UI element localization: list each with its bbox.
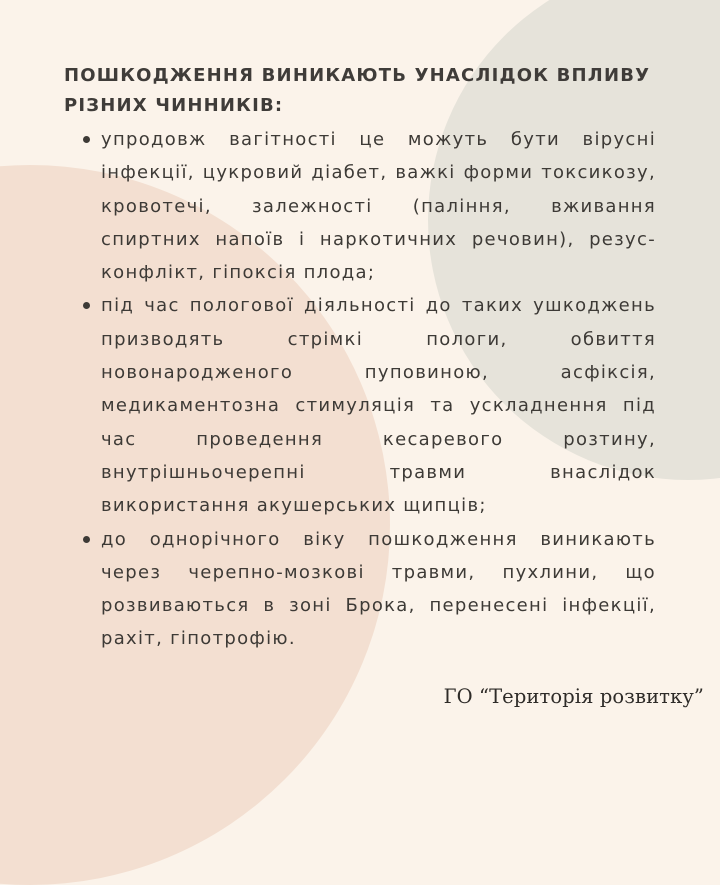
bullet-list bbox=[64, 123, 656, 656]
list-item-text: до однорічного віку пошкодження виникають через черепно-мозкові травми, пухлини, що розвиваються в зоні Брока, перенесені інфекції, рахіт, гіпотрофію. bbox=[101, 528, 656, 650]
list-item bbox=[64, 523, 656, 656]
bullet-dot-icon bbox=[83, 136, 90, 143]
list-item bbox=[64, 289, 656, 522]
list-item-text: під час пологової діяльності до таких ушкоджень призводять стрімкі пологи, обвиття новонародженого пуповиною, асфіксія, медикаментозна стимуляція та ускладнення під час проведення кесаревого розтину, внутрішньочерепні травми внаслідок використання акушерських щипців; bbox=[101, 295, 656, 517]
list-item bbox=[64, 123, 656, 289]
main-content bbox=[64, 61, 656, 656]
page-title: ПОШКОДЖЕННЯ ВИНИКАЮТЬ УНАСЛІДОК ВПЛИВУ РІЗНИХ ЧИННИКІВ: bbox=[64, 65, 651, 116]
bullet-dot-icon bbox=[83, 302, 90, 309]
list-item-text: упродовж вагітності це можуть бути вірусні інфекції, цукровий діабет, важкі форми токсикозу, кровотечі, залежності (паління, вживання спиртних напоїв і наркотичних речовин), резус-конфлікт, гіпоксія плода; bbox=[101, 129, 656, 284]
organization-signature: ГО “Територія розвитку” bbox=[443, 685, 704, 708]
bullet-dot-icon bbox=[83, 536, 90, 543]
